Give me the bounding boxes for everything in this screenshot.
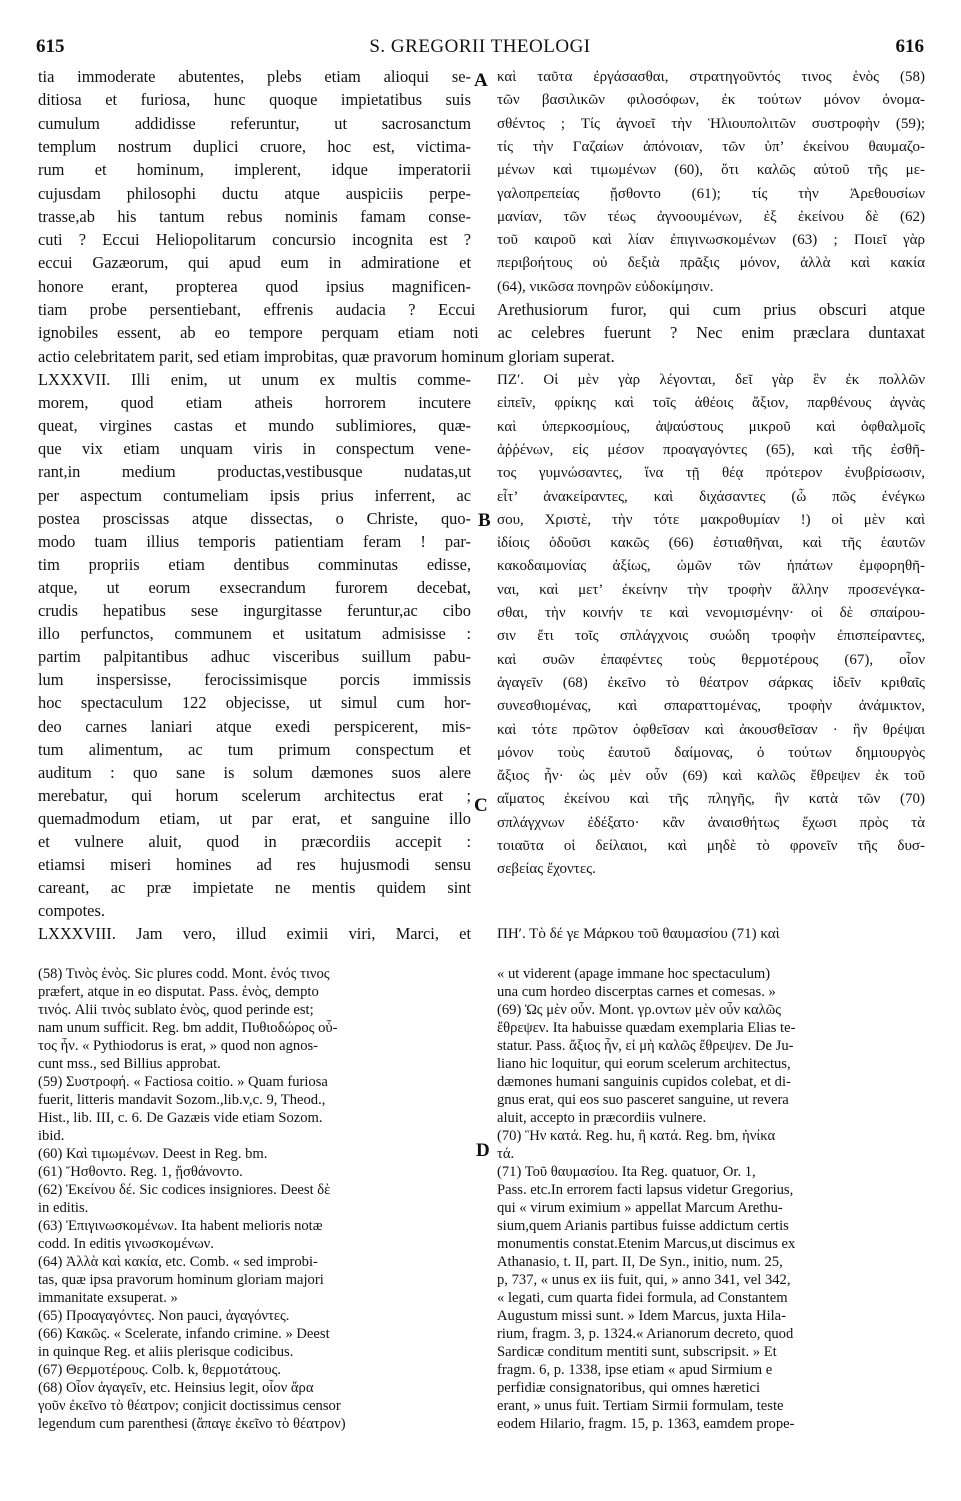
greek-text-line: τῶν βασιλικῶν φιλοσόφων, ἐκ τούτων μόνον ὀνομα- (497, 92, 925, 109)
latin-text-line: rant,in medium productas,vestibusque nudatas,ut (38, 462, 471, 482)
greek-text-line: ΠΖʹ. Οἱ μὲν γὰρ λέγονται, δεῖ γὰρ ἓν ἐκ πολλῶν (497, 372, 925, 388)
latin-text-line: cujusdam philosophi ductu atque auspiciis perpe- (38, 183, 471, 203)
footnote-line: fuerit, litteris mandavit Sozom.,lib.v,c. 9, Theod., (38, 1092, 326, 1108)
latin-text-line: eccui Gazæorum, qui apud eum in admiratione et (38, 253, 471, 273)
footnote-line: Sardicæ conditum mentiti sunt, subscripsit. » Et (497, 1344, 777, 1360)
footnote-line: τά. (497, 1146, 515, 1162)
footnote-line: erant, » unus fuit. Tertiam Sirmii formulam, teste (497, 1398, 784, 1414)
page-number-right: 616 (895, 36, 924, 57)
latin-text-line: auditum : quo sane is solum dæmones suos alere (38, 762, 471, 782)
latin-text-line: morem, quod etiam atheis horrorem incutere (38, 393, 471, 413)
footnote-line: una cum hordeo discerptas carnes et comesas. » (497, 984, 776, 1000)
footnote-line: (70) Ἣν κατά. Reg. hu, ἣ κατά. Reg. bm, ἡνίκα (497, 1128, 776, 1144)
footnote-line: Augustum missi sunt. » Idem Marcus, juxta Hila- (497, 1308, 787, 1324)
footnote-line: perfidiæ consignatoribus, qui omnes hæretici (497, 1380, 761, 1396)
latin-text-line: atque, ut eorum exsecrandum furorem decebat, (38, 577, 471, 597)
greek-text-line: σπλάγχνων ἐδέξατο· κἂν ἀναισθήτως ἔχωσι πρὸς τὰ (497, 814, 925, 831)
latin-text-line: partim palpitantibus adhuc visceribus suillum pabu- (38, 647, 471, 667)
footnote-line: (63) Ἐπιγινωσκομένων. Ita habent melioris notæ (38, 1218, 323, 1234)
latin-text-line: templum nostrum duplici cruore, hoc est, victima- (38, 136, 471, 156)
margin-marker-c: C (474, 795, 488, 816)
footnote-line: tas, quæ ipsa pravorum hominum gloriam majori (38, 1272, 324, 1288)
greek-text-line: τος γυμνώσαντες, ἵνα τῇ θέᾳ πρότερον ἐνυβρίσωσιν, (497, 465, 925, 482)
footnote-line: (66) Κακῶς. « Scelerate, infando crimine. » Deest (38, 1326, 330, 1342)
latin-text-line: et vulnere aluit, quod in præcordiis accepit : (38, 832, 471, 851)
greek-text-line: αἵματος ἐκείνου καὶ τῆς πληγῆς, ἣν κατὰ τῶν (70) (497, 791, 925, 808)
greek-text-line: καὶ συῶν ἐπαφέντες τοὺς θερμοτέρους (67), οἷον (497, 651, 925, 668)
footnote-line: ἔθρεψεν. Ita habuisse quædam exemplaria Elias te- (497, 1020, 796, 1036)
footnote-line: ibid. (38, 1128, 65, 1144)
greek-text-line: σθαι, τὴν κοινήν τε καὶ νενομισμένην· οἱ δὲ σπαίρου- (497, 605, 925, 621)
greek-text-line: ἄξιος ἦν· ὡς μὲν οὖν (69) καὶ καλῶς ἔθρεψεν ἐκ τοῦ (497, 768, 925, 785)
footnote-line: τος ἦν. « Pythiodorus is erat, » quod non agnos- (38, 1038, 319, 1054)
latin-text-line: postea proscissas atque dissectas, o Christe, quo- (38, 508, 471, 528)
greek-text-line: συνεσθιομένας, καὶ σπαραττομένας, τροφὴν ἀνάμικτον, (497, 698, 925, 715)
full-width-text-line: tiam probe persentiebant, effrenis audacia ? Eccui Arethusiorum furor, qui cum prius obscuri atque (38, 300, 925, 319)
latin-text-line: tim propriis etiam dentibus comminutas edisse, (38, 554, 471, 574)
page-header (36, 36, 924, 60)
footnote-line: in editis. (38, 1200, 89, 1216)
footnote-line: in quinque Reg. et aliis plerisque codicibus. (38, 1344, 294, 1360)
running-title: S. GREGORII THEOLOGI (369, 36, 591, 57)
latin-text-line: queat, virgines castas et mundo sublimiores, quæ- (38, 416, 471, 436)
latin-text-line: quemadmodum etiam, ut par erat, et sanguine illo (38, 808, 471, 828)
footnote-line: γοῦν ἐκεῖνο τὸ θέατρον; conjicit doctissimus censor (38, 1398, 341, 1414)
latin-text-line: illo perfunctos, communem et usitatum admisisse : (38, 624, 471, 644)
footnote-line: aluit, accepto in præcordiis vulnere. (497, 1110, 707, 1126)
footnote-line: « legati, cum quarta fidei formula, ad Constantem (497, 1290, 788, 1306)
footnote-line: immanitate exsuperat. » (38, 1290, 178, 1306)
full-width-text-line: actio celebritatem parit, sed etiam improbitas, quæ pravorum hominum gloriam superat. (38, 346, 615, 366)
latin-text-line: crudis hepatibus sese ingurgitasse feruntur,ac cibo (38, 601, 471, 620)
footnote-line: (61) Ἤσθοντο. Reg. 1, ᾔσθάνοντο. (38, 1164, 243, 1180)
greek-text-line: καὶ ὑπερκοσμίους, ἀψαύστους μικροῦ καὶ ὀφθαλμοῖς (497, 418, 925, 435)
greek-text-line: μένων καὶ τιμωμένων (60), ὅτι καλῶς αὐτοῦ τῆς με- (497, 162, 925, 179)
footnote-line: Pass. etc.In errorem facti lapsus videtur Gregorius, (497, 1182, 794, 1198)
margin-marker-d: D (476, 1140, 490, 1161)
latin-text-line: cumulum addidisse referuntur, ut sacrosanctum (38, 113, 471, 133)
greek-text-line: τοιαῦτα οἱ δείλαιοι, καὶ μηδὲ τὸ φρονεῖν τῆς δυσ- (497, 838, 925, 854)
footnote-line: præfert, atque in eo disputat. Pass. ἑνὸς, dempto (38, 984, 319, 1000)
latin-text-line: etiamsi miseri homines ad res hujusmodi sensu (38, 855, 471, 875)
footnote-line: (64) Ἀλλὰ καὶ κακία, etc. Comb. « sed improbi- (38, 1254, 318, 1270)
footnote-line: (69) Ὡς μὲν οὖν. Mont. γρ.οντων μὲν οὖν καλῶς (497, 1002, 782, 1018)
latin-text-line: LXXXVII. Illi enim, ut unum ex multis comme- (38, 370, 471, 389)
footnote-line: « ut viderent (apage immane hoc spectaculum) (497, 966, 771, 982)
greek-text-line: τοῦ καιροῦ καὶ λίαν ἐπιγινωσκομένων (63) ; Ποιεῖ γὰρ (497, 232, 925, 249)
footnote-line: dæmones humani sanguinis cupidos colebat, et di- (497, 1074, 791, 1090)
footnote-line: (60) Καὶ τιμωμένων. Deest in Reg. bm. (38, 1146, 268, 1162)
latin-text-line: tum alimentum, ac tum primum conspectum et (38, 739, 471, 759)
greek-text-line: εἰπεῖν, φρίκης καὶ τοῖς ἀθέοις ἄξιον, παρθένους ἁγνὰς (497, 395, 925, 412)
greek-text-line: γαλοπρεπείας ᾔσθοντο (61); τίς τὴν Ἀρεθουσίων (497, 185, 925, 202)
latin-text-line: LXXXVIII. Jam vero, illud eximii viri, Marci, et (38, 924, 471, 944)
latin-text-line: careant, ac præ impietate ne mentis quidem sint (38, 878, 471, 898)
footnote-line: (68) Οἷον ἀγαγεῖν, etc. Heinsius legit, οἷον ἄρα (38, 1380, 314, 1396)
footnote-line: τινός. Alii τινὸς sublato ἑνὸς, quod perinde est; (38, 1002, 314, 1018)
greek-text-line: περιβοήτους οὐ δεξιὰ πρᾶξις μόνον, ἀλλὰ καὶ κακία (497, 255, 925, 272)
footnote-line: fragm. 6, p. 1338, ipse etiam « apud Sirmium e (497, 1362, 773, 1378)
footnote-line: monumentis constat.Etenim Marcus,ut discimus ex (497, 1236, 796, 1252)
greek-text-line: (64), νικῶσα πονηρῶν εὐδοκίμησιν. (497, 278, 714, 295)
margin-marker-b: B (478, 510, 491, 531)
latin-text-line: modo tuam illius temporis patientiam feram ! par- (38, 531, 471, 551)
latin-text-line: ditiosa et furiosa, hunc quoque impietatibus suis (38, 90, 471, 110)
full-width-text-line: ignobiles essent, ab eo tempore perquam etiam noti ac celebres fuerunt ? Nec enim præclara duntaxat (38, 323, 925, 343)
latin-text-line: per aspectum contumeliam ipsis prius inferrent, ac (38, 485, 471, 505)
footnote-line: p, 737, « unus ex iis fuit, qui, » anno 341, vel 342, (497, 1272, 791, 1288)
page-number-left: 615 (36, 36, 65, 57)
greek-text-line: ἀγαγεῖν (68) ἐκεῖνο τὸ θέατρον σάρκας ἰδεῖν κριθαῖς (497, 674, 925, 691)
greek-text-line: μανίαν, τῶν τέως ἀγνοουμένων, ἐξ ἐκείνου δὲ (62) (497, 208, 925, 225)
greek-text-line: καὶ ταῦτα ἐργάσασθαι, στρατηγοῦντός τινος ἑνὸς (58) (497, 69, 925, 85)
footnote-line: statur. Pass. ἄξιος ἦν, εἰ μὴ καλῶς ἔθρεψεν. De Ju- (497, 1038, 794, 1054)
latin-text-line: que vix etiam unquam viris in conspectum vene- (38, 439, 471, 459)
latin-text-line: merebatur, qui horum scelerum architectus erat ; (38, 785, 471, 805)
latin-text-line: lum inspersisse, ferocissimisque porcis immissis (38, 670, 471, 690)
footnote-line: rium, fragm. 3, p. 1324.« Arianorum decreto, quod (497, 1326, 794, 1342)
footnote-line: (62) Ἐκείνου δέ. Sic codices insigniores. Deest δὲ (38, 1182, 331, 1198)
footnote-line: legendum cum parenthesi (ἄπαγε ἐκεῖνο τὸ θέατρον) (38, 1416, 346, 1432)
latin-text-line: compotes. (38, 901, 105, 921)
greek-text-line: σθέντος ; Τίς ἀγνοεῖ τὴν Ἡλιουπολιτῶν συστροφὴν (59); (497, 115, 925, 132)
greek-text-line: ἀῤῥένων, εἰς μέσον προαγαγόντες (65), καὶ τῆς ἐσθῆ- (497, 441, 925, 458)
footnote-line: gnus erat, qui eos suo pasceret sanguine, ut revera (497, 1092, 789, 1108)
greek-text-line: καὶ τότε πρῶτον ὀφθεῖσαν καὶ ἀκουσθεῖσαν · ἣν θρέψαι (497, 721, 925, 738)
footnote-line: sium,quem Arianis partibus fuisse addictum certis (497, 1218, 789, 1234)
greek-text-line: σου, Χριστὲ, τὴν τότε μακροθυμίαν !) οἱ μὲν καὶ (497, 511, 925, 528)
latin-text-line: rum et hominum, implerent, idque imperatorii (38, 160, 471, 180)
footnote-line: codd. In editis γινωσκομένων. (38, 1236, 214, 1252)
latin-text-line: honore erant, propterea quod ipsius magnificen- (38, 276, 471, 296)
greek-text-line: κακοδαιμονίας ἀξίως, ὠμῶν τῶν ἡπάτων ἐμφορηθῆ- (497, 558, 925, 575)
greek-text-line: ΠΗʹ. Τὸ δέ γε Μάρκου τοῦ θαυμασίου (71) καὶ (497, 926, 780, 942)
footnote-line: nam unum sufficit. Reg. bm addit, Πυθιοδώρος οὗ- (38, 1020, 338, 1036)
footnote-line: qui « virum eximium » appellat Marcum Arethu- (497, 1200, 783, 1216)
greek-text-line: εἶτ’ ἀνακείραντες, καὶ διχάσαντες (ὦ πῶς ἐνέγκω (497, 488, 925, 505)
latin-text-line: tia immoderate abutentes, plebs etiam alioqui se- (38, 67, 471, 86)
footnote-line: (58) Τινὸς ἑνὸς. Sic plures codd. Mont. ἑνός τινος (38, 966, 330, 982)
footnote-line: eodem Hilario, fragm. 15, p. 1363, eamdem prope- (497, 1416, 795, 1432)
greek-text-line: ναι, καὶ μετ’ ἐκείνην τὴν τροφὴν ἄλλην προσενέγκα- (497, 581, 925, 598)
greek-text-line: τίς τὴν Γαζαίων ἀπόνοιαν, τῶν ὑπ’ ἐκείνου θαυμαζο- (497, 138, 925, 155)
footnote-line: cunt mss., sed Billius approbat. (38, 1056, 221, 1072)
greek-text-line: ἰδίοις ὀδοῦσι κακῶς (66) ἐστιαθῆναι, καὶ τῆς ἑαυτῶν (497, 535, 925, 552)
greek-text-line: σεβείας ἔχοντες. (497, 861, 596, 878)
latin-text-line: deo carnes laniari atque exedi perspicerent, mis- (38, 716, 471, 736)
greek-text-line: σιν ἔτι τοῖς σπλάγχνοις συώδη τροφὴν ἐπισπείραντες, (497, 628, 925, 645)
latin-text-line: hoc spectaculum 122 objecisse, ut simul cum hor- (38, 693, 471, 713)
footnote-line: (59) Συστροφή. « Factiosa coitio. » Quam furiosa (38, 1074, 328, 1090)
latin-text-line: trasse,ab his tantum rebus nominis famam conse- (38, 206, 471, 226)
footnote-line: (65) Προαγαγόντες. Non pauci, ἀγαγόντες. (38, 1308, 290, 1324)
footnote-line: (71) Τοῦ θαυμασίου. Ita Reg. quatuor, Or. 1, (497, 1164, 756, 1180)
footnote-line: Athanasio, t. II, part. II, De Syn., initio, num. 25, (497, 1254, 783, 1270)
footnote-line: (67) Θερμοτέρους. Colb. k, θερμοτάτους. (38, 1362, 282, 1378)
greek-text-line: μόνον τοὺς ἑαυτοῦ δαίμονας, ὁ τούτων δημιουργὸς (497, 744, 925, 761)
margin-marker-a: A (474, 70, 488, 91)
latin-text-line: cuti ? Eccui Heliopolitarum concursio incognita est ? (38, 230, 471, 250)
footnote-line: Hist., lib. III, c. 6. De Gazæis vide etiam Sozom. (38, 1110, 323, 1126)
footnote-line: liano hic loquitur, qui eorum scelerum architectus, (497, 1056, 791, 1072)
